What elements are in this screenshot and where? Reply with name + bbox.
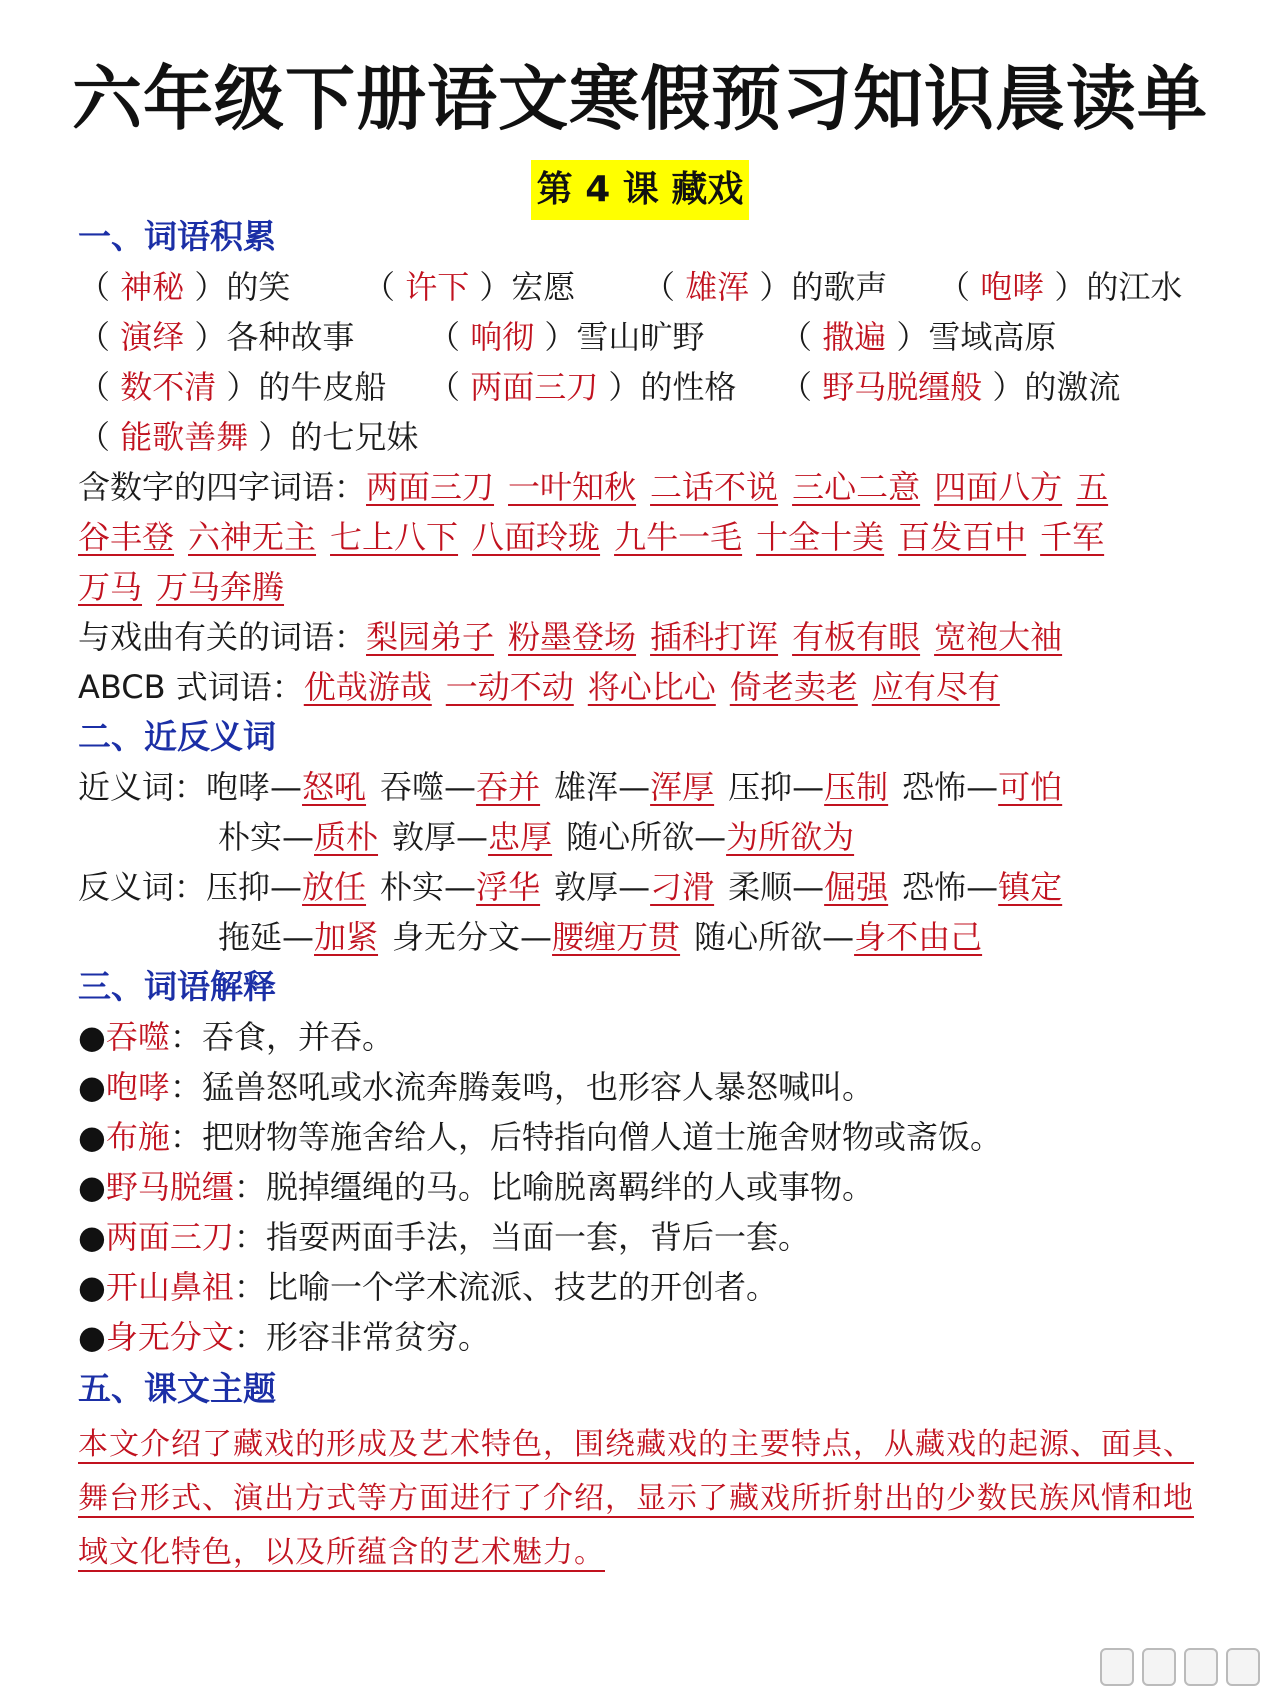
- phrase-item: （ 撒遍 ）雪域高原: [780, 318, 1057, 356]
- phrase-item: （ 演绎 ）各种故事: [78, 318, 355, 356]
- phrase-row-1: [78, 262, 1278, 312]
- bullet-icon: ●: [78, 1018, 106, 1056]
- definition-item: ●野马脱缰：脱掉缰绳的马。比喻脱离羁绊的人或事物。: [78, 1168, 874, 1206]
- synonyms-row-1: 近义词：咆哮—怒吼 吞噬—吞并 雄浑—浑厚 压抑—压制 恐怖—可怕: [78, 768, 1063, 806]
- phrase-item: （ 神秘 ）的笑: [78, 268, 291, 306]
- phrase-item: （ 咆哮 ）的江水: [938, 268, 1183, 306]
- definition-item: ●开山鼻祖：比喻一个学术流派、技艺的开创者。: [78, 1268, 778, 1306]
- synonyms-row-2: 朴实—质朴 敦厚—忠厚 随心所欲—为所欲为: [218, 818, 855, 856]
- page-title: 六年级下册语文寒假预习知识晨读单: [72, 58, 1208, 140]
- opera-words-line: 与戏曲有关的词语：梨园弟子 粉墨登场 插科打诨 有板有眼 宽袍大袖: [78, 618, 1063, 656]
- phrase-item: （ 许下 ）宏愿: [363, 268, 576, 306]
- watermark-icon: [1142, 1648, 1176, 1686]
- definition-item: ●咆哮：猛兽怒吼或水流奔腾轰鸣，也形容人暴怒喊叫。: [78, 1068, 874, 1106]
- bullet-icon: ●: [78, 1068, 106, 1106]
- bullet-icon: ●: [78, 1218, 106, 1256]
- phrase-item: （ 数不清 ）的牛皮船: [78, 368, 387, 406]
- bullet-icon: ●: [78, 1168, 106, 1206]
- phrase-item: （ 两面三刀 ）的性格: [428, 368, 737, 406]
- phrase-row-2: [78, 312, 1278, 362]
- watermark-icon: [1184, 1648, 1218, 1686]
- section-heading-synonyms-antonyms: 二、近反义词: [78, 717, 276, 756]
- section-heading-theme: 五、课文主题: [78, 1369, 276, 1408]
- antonyms-row-1: 反义词：压抑—放任 朴实—浮华 敦厚—刁滑 柔顺—倔强 恐怖—镇定: [78, 868, 1063, 906]
- phrase-row-3: [78, 362, 1278, 412]
- bullet-icon: ●: [78, 1268, 106, 1306]
- watermark-icon: [1226, 1648, 1260, 1686]
- number-idioms-line-2: 谷丰登 六神无主 七上八下 八面玲珑 九牛一毛 十全十美 百发百中 千军: [78, 518, 1105, 556]
- watermark-icon: [1100, 1648, 1134, 1686]
- bullet-icon: ●: [78, 1118, 106, 1156]
- lesson-title: 第 4 课 藏戏: [531, 160, 750, 220]
- phrase-item: （ 雄浑 ）的歌声: [643, 268, 888, 306]
- watermark: [1100, 1648, 1260, 1686]
- bullet-icon: ●: [78, 1318, 106, 1356]
- lesson-title-wrap: [0, 160, 1280, 220]
- phrase-row-4: （ 能歌善舞 ）的七兄妹: [78, 418, 419, 456]
- definition-item: ●身无分文：形容非常贫穷。: [78, 1318, 490, 1356]
- number-idioms-line-1: 含数字的四字词语：两面三刀 一叶知秋 二话不说 三心二意 四面八方 五: [78, 468, 1109, 506]
- definition-item: ●吞噬：吞食，并吞。: [78, 1018, 394, 1056]
- theme-paragraph: 本文介绍了藏戏的形成及艺术特色，围绕藏戏的主要特点，从藏戏的起源、面具、舞台形式、演出方式等方面进行了介绍，显示了藏戏所折射出的少数民族风情和地域文化特色，以及所蕴含的艺术魅力。: [78, 1427, 1194, 1570]
- phrase-item: （ 野马脱缰般 ）的激流: [780, 368, 1121, 406]
- definition-item: ●布施：把财物等施舍给人，后特指向僧人道士施舍财物或斋饭。: [78, 1118, 1002, 1156]
- definition-item: ●两面三刀：指耍两面手法，当面一套，背后一套。: [78, 1218, 810, 1256]
- abcb-words-line: ABCB 式词语：优哉游哉 一动不动 将心比心 倚老卖老 应有尽有: [78, 668, 1000, 706]
- section-heading-definitions: 三、词语解释: [78, 967, 276, 1006]
- section-heading-vocabulary: 一、词语积累: [78, 217, 276, 256]
- number-idioms-line-3: 万马 万马奔腾: [78, 568, 285, 606]
- antonyms-row-2: 拖延—加紧 身无分文—腰缠万贯 随心所欲—身不由己: [218, 918, 983, 956]
- phrase-item: （ 响彻 ）雪山旷野: [428, 318, 705, 356]
